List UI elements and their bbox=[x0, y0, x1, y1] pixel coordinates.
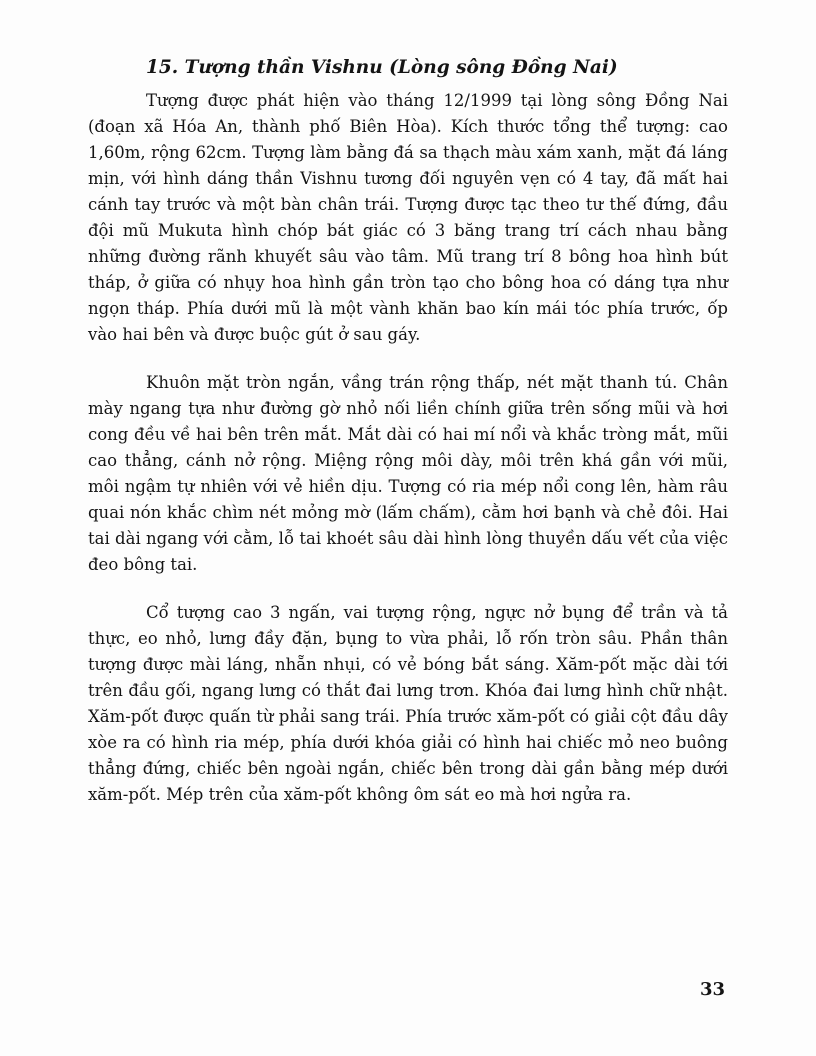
paragraph-discovery: Tượng được phát hiện vào tháng 12/1999 tại lòng sông Đồng Nai (đoạn xã Hóa An, thành phố Biên Hòa). Kích thước tổng thể tượng: cao 1,60m, rộng 62cm. Tượng làm bằng đá sa thạch màu xám xanh, mặt đá láng mịn, với hình dáng thần Vishnu tương đối nguyên vẹn có 4 tay, đã mất hai cánh tay trước và một bàn chân trái. Tượng được tạc theo tư thế đứng, đầu đội mũ Mukuta hình chóp bát giác có 3 băng trang trí cách nhau bằng những đường rãnh khuyết sâu vào tâm. Mũ trang trí 8 bông hoa hình bút tháp, ở giữa có nhụy hoa hình gần tròn tạo cho bông hoa có dáng tựa như ngọn tháp. Phía dưới mũ là một vành khăn bao kín mái tóc phía trước, ốp vào hai bên và được buộc gút ở sau gáy. bbox=[88, 91, 728, 344]
paragraph-face: Khuôn mặt tròn ngắn, vầng trán rộng thấp, nét mặt thanh tú. Chân mày ngang tựa như đường gờ nhỏ nối liền chính giữa trên sống mũi và hơi cong đều về hai bên trên mắt. Mắt dài có hai mí nổi và khắc tròng mắt, mũi cao thẳng, cánh nở rộng. Miệng rộng môi dày, môi trên khá gần với mũi, môi ngậm tự nhiên với vẻ hiền dịu. Tượng có ria mép nổi cong lên, hàm râu quai nón khắc chìm nét mỏng mờ (lấm chấm), cằm hơi bạnh và chẻ đôi. Hai tai dài ngang với cằm, lỗ tai khoét sâu dài hình lòng thuyền dấu vết của việc đeo bông tai. bbox=[88, 373, 728, 574]
page-content bbox=[88, 52, 728, 830]
section-heading: 15. Tượng thần Vishnu (Lòng sông Đồng Nai) bbox=[146, 57, 618, 78]
paragraph-body: Cổ tượng cao 3 ngấn, vai tượng rộng, ngực nở bụng để trần và tả thực, eo nhỏ, lưng đầy đặn, bụng to vừa phải, lỗ rốn tròn sâu. Phần thân tượng được mài láng, nhẵn nhụi, có vẻ bóng bắt sáng. Xăm-pốt mặc dài tới trên đầu gối, ngang lưng có thắt đai lưng trơn. Khóa đai lưng hình chữ nhật. Xăm-pốt được quấn từ phải sang trái. Phía trước xăm-pốt có giải cột đầu dây xòe ra có hình ria mép, phía dưới khóa giải có hình hai chiếc mỏ neo buông thẳng đứng, chiếc bên ngoài ngắn, chiếc bên trong dài gần bằng mép dưới xăm-pốt. Mép trên của xăm-pốt không ôm sát eo mà hơi ngửa ra. bbox=[88, 603, 728, 804]
page-number: 33 bbox=[700, 979, 726, 1000]
